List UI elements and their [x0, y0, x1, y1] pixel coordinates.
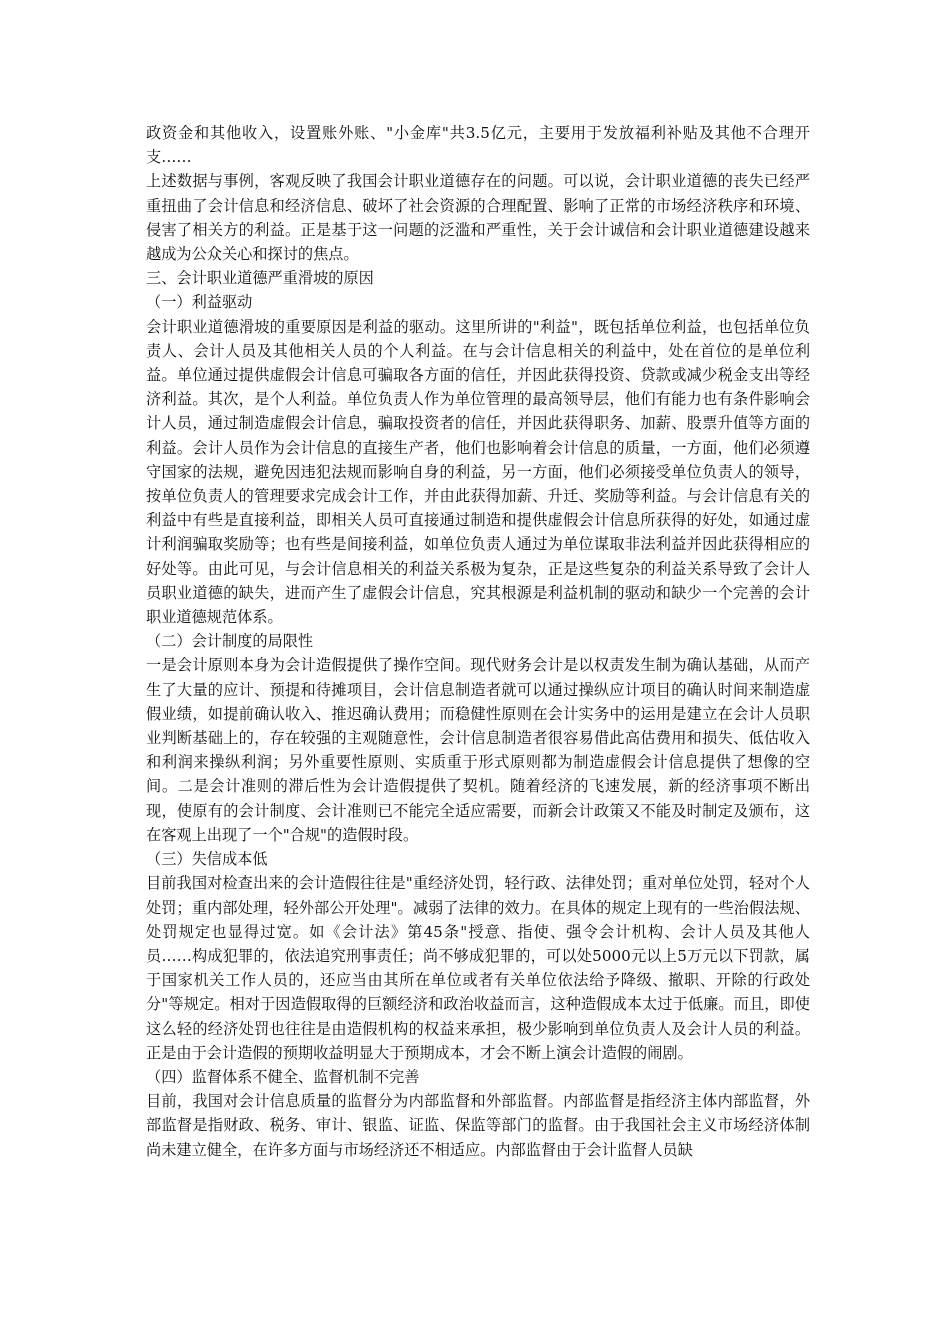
- paragraph-body: 上述数据与事例，客观反映了我国会计职业道德存在的问题。可以说，会计职业道德的丧失已经严重扭曲了会计信息和经济信息、破坏了社会资源的合理配置、影响了正常的市场经济秩序和环境、侵害了相关方的利益。正是基于这一问题的泛滥和严重性，关于会计诚信和会计职业道德建设越来越成为公众关心和探讨的焦点。: [146, 172, 810, 264]
- paragraph-body: 目前我国对检查出来的会计造假往往是"重经济处罚，轻行政、法律处罚；重对单位处罚，轻对个人处罚；重内部处理，轻外部公开处理"。减弱了法律的效力。在具体的规定上现有的一些治假法规、处罚规定也显得过宽。如《会计法》第45条"授意、指使、强令会计机构、会计人员及其他人员……构成犯罪的，依法追究刑事责任；尚不够成犯罪的，可以处5000元以上5万元以下罚款，属于国家机关工作人员的，还应当由其所在单位或者有关单位依法给予降级、撤职、开除的行政处分"等规定。相对于因造假取得的巨额经济和政治收益而言，这种造假成本太过于低廉。而且，即使这么轻的经济处罚也往往是由造假机构的权益来承担，极少影响到单位负责人及会计人员的利益。正是由于会计造假的预期收益明显大于预期成本，才会不断上演会计造假的闹剧。: [146, 874, 810, 1062]
- document-page: [146, 121, 810, 1162]
- subsection-heading: （二）会计制度的局限性: [146, 632, 314, 651]
- paragraph-body: 会计职业道德滑坡的重要原因是利益的驱动。这里所讲的"利益"，既包括单位利益，也包括单位负责人、会计人员及其他相关人员的个人利益。在与会计信息相关的利益中，处在首位的是单位利益。单位通过提供虚假会计信息可骗取各方面的信任，并因此获得投资、贷款或减少税金支出等经济利益。其次，是个人利益。单位负责人作为单位管理的最高领导层，他们有能力也有条件影响会计人员，通过制造虚假会计信息，骗取投资者的信任，并因此获得职务、加薪、股票升值等方面的利益。会计人员作为会计信息的直接生产者，他们也影响着会计信息的质量，一方面，他们必须遵守国家的法规，避免因违犯法规而影响自身的利益，另一方面，他们必须接受单位负责人的领导，按单位负责人的管理要求完成会计工作，并由此获得加薪、升迁、奖励等利益。与会计信息有关的利益中有些是直接利益，即相关人员可直接通过制造和提供虚假会计信息所获得的好处，如通过虚计利润骗取奖励等；也有些是间接利益，如单位负责人通过为单位谋取非法利益并因此获得相应的好处等。由此可见，与会计信息相关的利益关系极为复杂，正是这些复杂的利益关系导致了会计人员职业道德的缺失，进而产生了虚假会计信息，究其根源是利益机制的驱动和缺少一个完善的会计职业道德规范体系。: [146, 317, 810, 627]
- paragraph-body: 一是会计原则本身为会计造假提供了操作空间。现代财务会计是以权责发生制为确认基础，从而产生了大量的应计、预提和待摊项目，会计信息制造者就可以通过操纵应计项目的确认时间来制造虚假业绩，如提前确认收入、推迟确认费用；而稳健性原则在会计实务中的运用是建立在会计人员职业判断基础上的，存在较强的主观随意性，会计信息制造者很容易借此高估费用和损失、低估收入和利润来操纵利润；另外重要性原则、实质重于形式原则都为制造虚假会计信息提供了想像的空间。二是会计准则的滞后性为会计造假提供了契机。随着经济的飞速发展，新的经济事项不断出现，使原有的会计制度、会计准则已不能完全适应需要，而新会计政策又不能及时制定及颁布，这在客观上出现了一个"合规"的造假时段。: [146, 656, 810, 844]
- subsection-heading: （四）监督体系不健全、监督机制不完善: [146, 1067, 420, 1086]
- paragraph-body: 政资金和其他收入，设置账外账、"小金库"共3.5亿元，主要用于发放福利补贴及其他不合理开支……: [146, 124, 810, 167]
- section-heading: 三、会计职业道德严重滑坡的原因: [146, 269, 374, 288]
- subsection-heading: （三）失信成本低: [146, 850, 268, 869]
- paragraph-body: 目前，我国对会计信息质量的监督分为内部监督和外部监督。内部监督是指经济主体内部监督，外部监督是指财政、税务、审计、银监、证监、保监等部门的监督。由于我国社会主义市场经济体制尚未建立健全，在许多方面与市场经济还不相适应。内部监督由于会计监督人员缺: [146, 1092, 810, 1159]
- subsection-heading: （一）利益驱动: [146, 293, 253, 312]
